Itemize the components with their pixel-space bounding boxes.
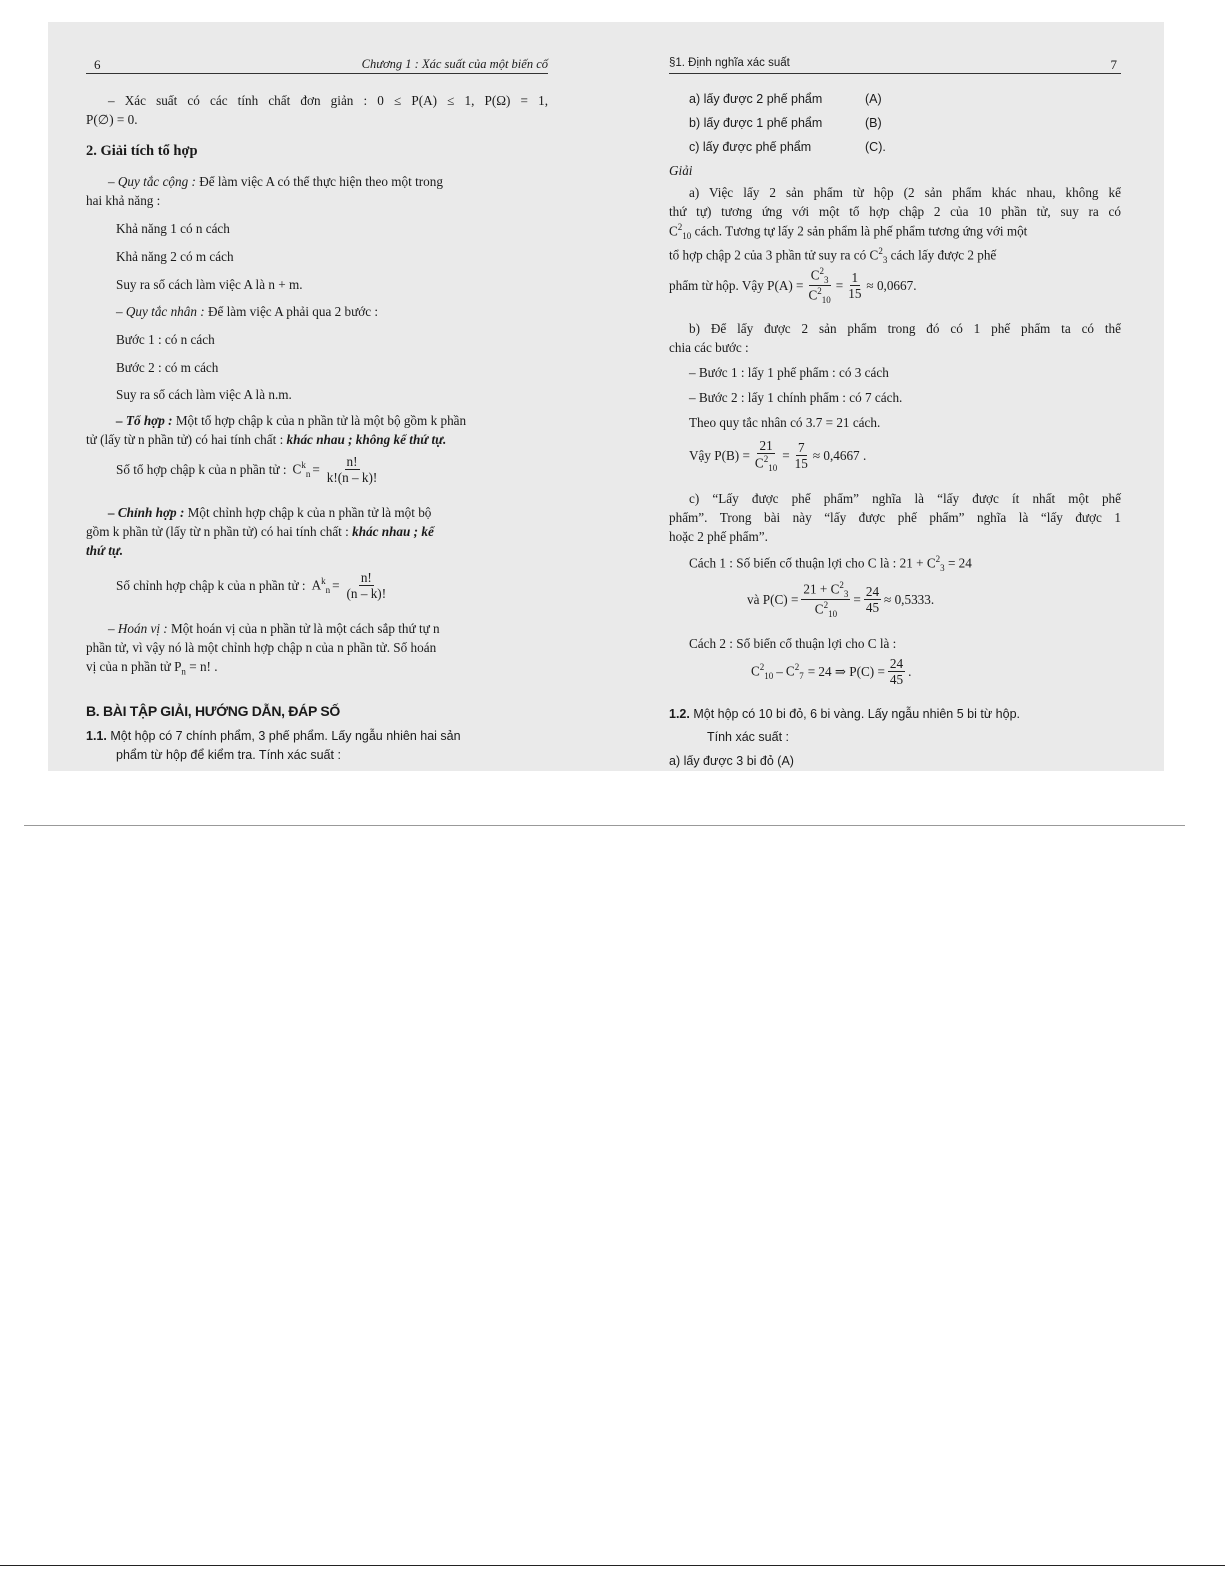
permutation-text: Một chỉnh hợp chập k của n phần tử là một bộ (187, 505, 432, 520)
way-2-label: Cách 2 : Số biến cố thuận lợi cho C là : (689, 636, 897, 651)
pb-label: Vậy P(B) = (689, 447, 750, 463)
way-1-label: Cách 1 : Số biến cố thuận lợi cho C là : (689, 555, 897, 571)
permutation-text2: gồm k phần tử (lấy từ n phần tử) có hai tính chất : (86, 524, 349, 539)
pc-fraction-2-num: 24 (865, 584, 880, 600)
section-divider (24, 825, 1185, 826)
solution-b-line2: chia các bước : (669, 340, 749, 355)
solution-a-line1: a) Việc lấy 2 sản phẩm từ hộp (2 sản phẩm khác nhau, không kể (689, 185, 1121, 200)
mult-rule-text: Để làm việc A phải qua 2 bước : (207, 304, 379, 319)
permutation-properties: khác nhau ; kể (352, 524, 434, 539)
solution-label: Giải (669, 163, 693, 178)
way-2-fraction-num: 24 (889, 656, 904, 671)
left-chapter-title: Chương 1 : Xác suất của một biến cố (361, 57, 548, 71)
bottom-divider (0, 1565, 1225, 1566)
permutation-fraction (345, 570, 389, 601)
arrangement-text: Một hoán vị của n phần tử là một cách sắp thứ tự n (171, 621, 440, 636)
exercise-1-1-number: 1.1. (86, 729, 107, 743)
solution-c-line1: c) “Lấy được phế phẩm” nghĩa là “lấy được ít nhất một phế (689, 491, 1121, 506)
addition-rule-label: – Quy tắc cộng : (108, 174, 196, 189)
solution-b-step1: – Bước 1 : lấy 1 phế phẩm : có 3 cách (689, 365, 889, 380)
case-b: b) lấy được 1 phế phẩm (689, 116, 823, 130)
scanned-book-spread (48, 22, 1164, 771)
pb-fraction-1: $\frac{21}{C^2_{10}}$ (754, 438, 778, 474)
exercise-1-1 (86, 728, 461, 745)
way-2-expr: = 24 ⇒ P(C) = (807, 663, 885, 679)
permutation-label: – Chỉnh hợp : (108, 505, 185, 520)
combination-properties: khác nhau ; không kể thứ tự. (286, 432, 447, 447)
solution-b-rule: Theo quy tắc nhân có 3.7 = 21 cách. (689, 415, 881, 430)
solution-a-line2: thứ tự) tương ứng với một tổ hợp chập 2 của 10 phần tử, suy ra có (669, 204, 1121, 219)
way-1-line: Cách 1 : Số biến cố thuận lợi cho C là : $21 + C^2_3 = 24$ (689, 554, 972, 574)
solution-a-text3: cách. Tương tự lấy 2 sản phẩm là phế phẩm tương ứng với một (691, 223, 1028, 239)
permutation-numerator: n! (360, 570, 372, 585)
arrangement-line (108, 620, 440, 638)
pc-value: ≈ 0,5333. (884, 591, 935, 607)
arrangement-text3b: = n! . (185, 659, 218, 674)
pb-fraction-1-num: 21 (759, 438, 773, 453)
pb-fraction-2-den: 15 (794, 456, 808, 472)
left-page (86, 22, 548, 771)
solution-c-line3: hoặc 2 phế phẩm”. (669, 529, 768, 544)
pc-fraction-2-den: 45 (865, 600, 880, 616)
pc-fraction-1: $\frac{21 + C^2_3}{C^2_{10}}$ (803, 580, 849, 620)
section-heading: 2. Giải tích tổ hợp (86, 143, 198, 159)
combination-line2 (86, 431, 446, 449)
arrangement-text3: vị của n phần tử P (86, 659, 182, 674)
probability-c-formula: và P(C) = $\frac{21 + C^2_3}{C^2_{10}}$ = $\frac{24}{45}$ ≈ 0,5333. (747, 580, 935, 620)
part-b-heading: B. BÀI TẬP GIẢI, HƯỚNG DẪN, ĐÁP SỐ (86, 703, 340, 719)
addition-rule-text: Để làm việc A có thể thực hiện theo một trong (199, 174, 443, 189)
way-1-expr-a: 21 + (899, 555, 924, 571)
permutation-count-label: Số chỉnh hợp chập k của n phần tử : (116, 577, 306, 593)
combination-count-label: Số tổ hợp chập k của n phần tử : (116, 461, 287, 477)
exercise-1-2-number: 1.2. (669, 707, 690, 721)
permutation-denominator: (n – k)! (346, 586, 387, 602)
pc-fraction-2 (864, 584, 881, 615)
permutation-line2 (86, 523, 434, 541)
combination-formula: Số tổ hợp chập k của n phần tử : $C^k_n$ = $\frac{n!}{k!(n - k)!}$ (116, 454, 378, 486)
exercise-1-1-line2: phẩm từ hộp để kiểm tra. Tính xác suất : (116, 748, 341, 762)
addition-rule-line (108, 173, 548, 191)
solution-b-line1: b) Để lấy được 2 sản phẩm trong đó có 1 phế phẩm ta có thể (689, 321, 1121, 336)
solution-a-line3 (669, 221, 1027, 242)
solution-c-line2: phẩm”. Trong bài này “lấy được phế phẩm” nghĩa là “lấy được 1 (669, 510, 1121, 525)
pc-numerator: 21 + (803, 581, 828, 597)
sum-result: Suy ra số cách làm việc A là n + m. (116, 277, 303, 292)
pb-fraction-2-num: 7 (797, 440, 805, 456)
left-running-header (86, 55, 548, 74)
pa-fraction-2 (846, 270, 863, 301)
pa-fraction-1: $\frac{C^2_3}{C^2_{10}}$ (808, 266, 831, 306)
combination-symbol: $C^k_n$ (292, 460, 311, 480)
right-running-header (669, 55, 1121, 74)
exercise-1-2 (669, 706, 1020, 723)
c3-2-symbol: $C^2_3$ (869, 246, 888, 266)
combination-label: – Tổ hợp : (116, 413, 173, 428)
step-1: Bước 1 : có n cách (116, 332, 215, 347)
addition-rule-text2: hai khả năng : (86, 193, 161, 208)
mult-rule-label: – Quy tắc nhân : (116, 304, 205, 319)
way-2-fraction (888, 656, 905, 687)
way-2-formula: $C^2_{10}$ – $C^2_7$ = 24 ⇒ P(C) = $\frac{24}{45}$ . (751, 656, 912, 688)
case-b-tag: (B) (865, 116, 882, 130)
combination-text: Một tổ hợp chập k của n phần tử là một bộ gồm k phần (175, 413, 467, 428)
solution-a-text5: phẩm từ hộp. Vậy P(A) = (669, 277, 804, 293)
exercise-1-2-case-a: a) lấy được 3 bi đỏ (A) (669, 754, 794, 768)
arrangement-line2: phần tử, vì vậy nó là một chỉnh hợp chập n của n phần tử. Số hoán (86, 640, 437, 655)
permutation-line (108, 504, 431, 522)
intro-line: – Xác suất có các tính chất đơn giản : 0 ≤ P(A) ≤ 1, P(Ω) = 1, (108, 93, 548, 108)
pc-label: và P(C) = (747, 591, 799, 607)
solution-b-step2: – Bước 2 : lấy 1 chính phẩm : có 7 cách. (689, 390, 903, 405)
combination-fraction (325, 454, 380, 485)
case-a: a) lấy được 2 phế phẩm (689, 92, 823, 106)
permutation-formula: Số chỉnh hợp chập k của n phần tử : $A^k_n$ = $\frac{n!}{(n - k)!}$ (116, 570, 387, 602)
exercise-1-2-line2: Tính xác suất : (707, 730, 789, 744)
c10-2-symbol: $C^2_{10}$ (669, 222, 692, 242)
permutation-properties-cont: thứ tự. (86, 543, 124, 558)
product-result: Suy ra số cách làm việc A là n.m. (116, 387, 292, 402)
arrangement-line3: vị của n phần tử $P_n = n$! . (86, 659, 218, 677)
pb-fraction-2 (793, 440, 810, 471)
right-section-title: §1. Định nghĩa xác suất (669, 57, 790, 69)
way-2-fraction-den: 45 (889, 672, 904, 688)
arrangement-label: – Hoán vị : (108, 621, 168, 636)
intro-line: P(∅) = 0. (86, 112, 138, 127)
way-1-expr-b: = 24 (947, 555, 972, 571)
combination-denominator: k!(n – k)! (326, 470, 378, 486)
solution-a-text4: tổ hợp chập 2 của 3 phần tử suy ra có (669, 247, 867, 263)
combination-text2: tử (lấy từ n phần tử) có hai tính chất : (86, 432, 284, 447)
solution-a-text4b: cách lấy được 2 phế (890, 247, 997, 263)
pa-fraction-2-den: 15 (848, 286, 862, 302)
step-2: Bước 2 : có m cách (116, 360, 219, 375)
case-c-tag: (C). (865, 140, 886, 154)
exercise-1-1-text: Một hộp có 7 chính phẩm, 3 phế phẩm. Lấy ngẫu nhiên hai sản (110, 729, 461, 743)
combination-line (116, 412, 466, 430)
right-page-number: 7 (1110, 57, 1117, 72)
case-a-tag: (A) (865, 92, 882, 106)
exercise-1-2-text: Một hộp có 10 bi đỏ, 6 bi vàng. Lấy ngẫu nhiên 5 bi từ hộp. (693, 707, 1020, 721)
solution-a-line4 (669, 245, 996, 266)
pa-fraction-2-num: 1 (851, 270, 859, 286)
combination-numerator: n! (346, 454, 358, 469)
pa-value: ≈ 0,0667. (866, 277, 917, 293)
probability-b-formula: Vậy P(B) = $\frac{21}{C^2_{10}}$ = $\frac{7}{15}$ ≈ 0,4667 . (689, 438, 867, 474)
left-page-number: 6 (94, 57, 101, 72)
permutation-symbol: $A^k_n$ (311, 576, 331, 596)
case-c: c) lấy được phế phẩm (689, 140, 812, 154)
mult-rule-line (116, 303, 378, 321)
right-page (669, 22, 1121, 771)
pb-value: ≈ 0,4667 . (812, 447, 867, 463)
probability-a-formula: phẩm từ hộp. Vậy P(A) = $\frac{C^2_3}{C^2_{10}}$ = $\frac{1}{15}$ ≈ 0,0667. (669, 266, 917, 306)
way-2-end: . (908, 663, 912, 679)
option-2: Khả năng 2 có m cách (116, 249, 234, 264)
option-1: Khả năng 1 có n cách (116, 221, 230, 236)
